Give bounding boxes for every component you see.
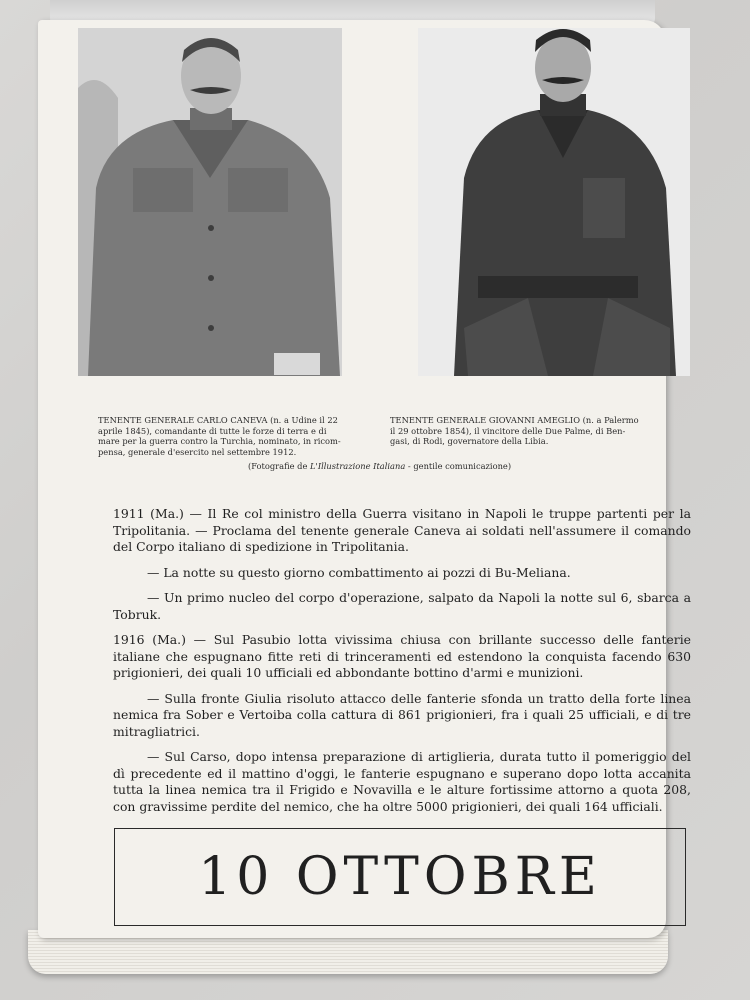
caption-line: gasi, di Rodi, governatore della Libia. — [390, 436, 549, 446]
entry-1911-main: 1911 (Ma.) — Il Re col ministro della Guerra visitano in Napoli le truppe partenti per la Tripolitania. — Proclama del tenente generale Caneva ai soldati nell'assumere il comando del Corpo italiano di spedizione in Tripolitania. — [113, 506, 691, 554]
calendar-page — [38, 20, 691, 938]
caption-line: aprile 1845), comandante di tutte le forze di terra e di — [98, 425, 327, 436]
entry-1916-pasubio: 1916 (Ma.) — Sul Pasubio lotta vivissima chiusa con brillante successo delle fanterie italiane che espugnano fitte reti di trinceramenti ed estendono la conquista facendo 630 prigionieri, dei quali 10 ufficiali ed abbondante bottino d'armi e munizioni. — [113, 632, 691, 680]
entry-1911-tobruk: — Un primo nucleo del corpo d'operazione, salpato da Napoli la notte sul 6, sbarca a Tobruk. — [113, 590, 691, 622]
credit-publication: L'Illustrazione Italiana — [310, 461, 406, 471]
photo-credit — [248, 461, 568, 472]
date-label: 10 OTTOBRE — [198, 847, 602, 907]
portrait-caneva-graphic — [78, 28, 342, 376]
caption-ameglio — [390, 415, 672, 447]
caption-line: pensa, generale d'esercito nel settembre 1912. — [98, 446, 297, 457]
caption-line: mare per la guerra contro la Turchia, nominato, in ricom- — [98, 436, 341, 446]
credit-suffix: - gentile comunicazione) — [405, 461, 512, 471]
entry-1916-giulia: — Sulla fronte Giulia risoluto attacco delle fanterie sfonda un tratto della forte linea nemica fra Sober e Vertoiba colla cattura di 861 prigionieri, fra i quali 25 ufficiali, e di tre mitragliatrici. — [113, 690, 691, 739]
date-banner — [114, 828, 686, 926]
photo-general-caneva — [78, 28, 342, 376]
caption-line: il 29 ottobre 1854), il vincitore delle Due Palme, di Ben- — [390, 425, 626, 436]
caption-line: TENENTE GENERALE CARLO CANEVA (n. a Udine il 22 — [98, 415, 338, 425]
entry-1916-carso: — Sul Carso, dopo intensa preparazione di artiglieria, durata tutto il pomeriggio del dì precedente ed il mattino d'oggi, le fanterie espugnano e superano dopo lotta accanita tutta la linea nemica tra il Frigido e Novavilla e le alture fortissime attorno a quota 208, con gravissime perdite del nemico, che ha oltre 5000 prigionieri, dei quali 164 ufficiali. — [113, 749, 691, 814]
caption-line: TENENTE GENERALE GIOVANNI AMEGLIO (n. a Palermo — [390, 415, 639, 425]
portrait-ameglio-graphic — [418, 28, 690, 376]
photo-general-ameglio — [418, 28, 690, 376]
caption-caneva — [98, 415, 366, 457]
entry-1911-bu-meliana: — La notte su questo giorno combattimento ai pozzi di Bu-Meliana. — [147, 564, 571, 580]
entries-text — [113, 506, 691, 824]
credit-prefix: (Fotografie de — [248, 461, 311, 471]
